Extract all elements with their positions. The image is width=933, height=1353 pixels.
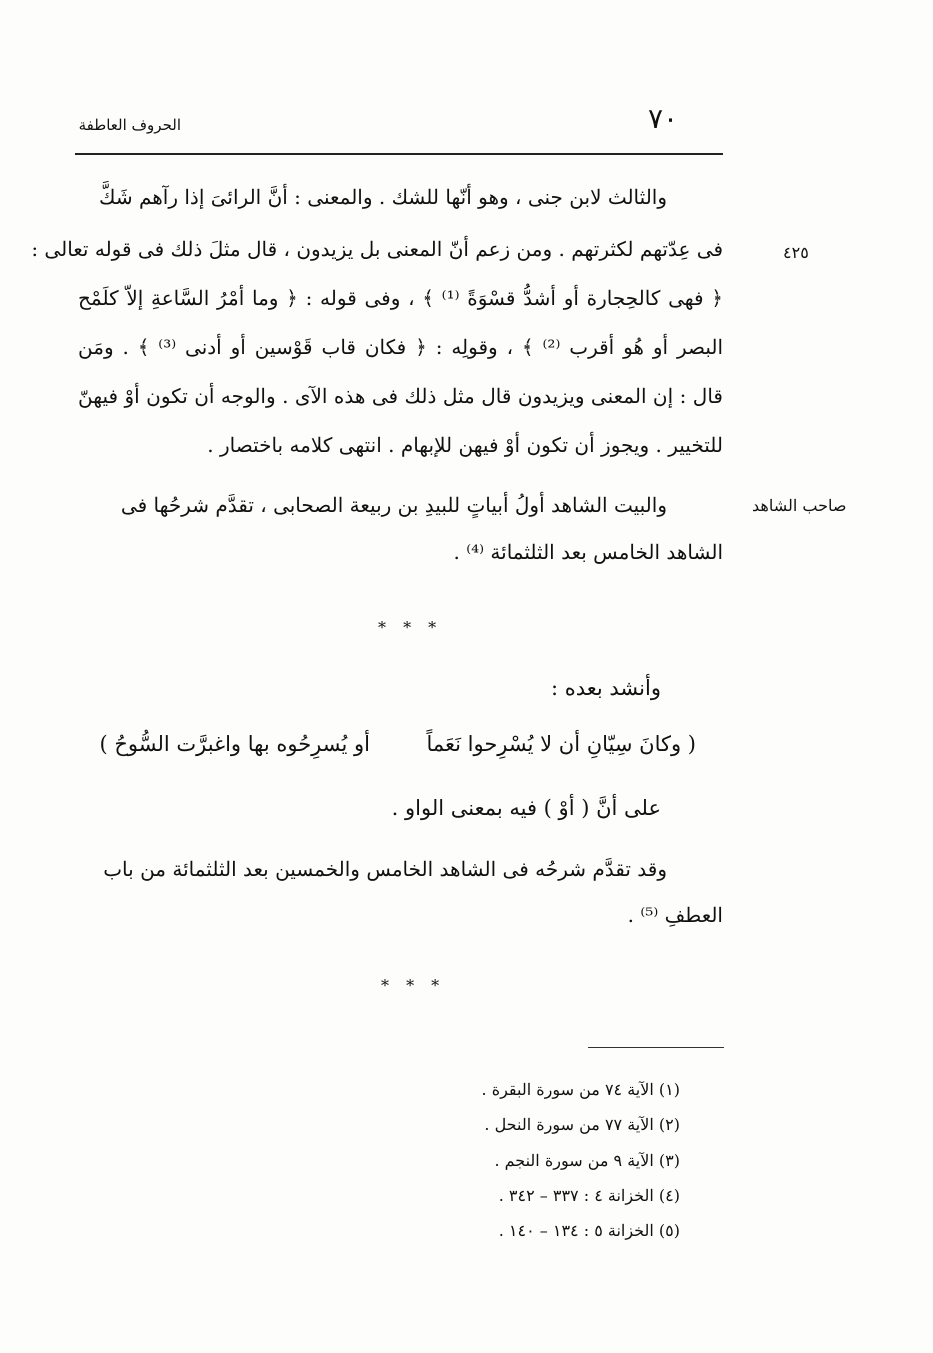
margin-note-source: صاحب الشاهد	[752, 496, 847, 515]
verse-second-hemistich: أو يُسرِحُوه بها واغبرَّت السُّوحُ )	[99, 732, 370, 756]
paragraph-1-line-3: ﴿ فهى كالحِجارة أو أشدُّ قسْوَةً ⁽¹⁾ ﴾ ، وفى قوله : ﴿ وما أمْرُ السَّاعةِ إلاّ كلَمْح	[78, 286, 723, 310]
paragraph-2-line-1: والبيت الشاهد أولُ أبياتٍ للبيدِ بن ربيعة الصحابى ، تقدَّم شرحُها فى	[120, 493, 667, 517]
paragraph-1-line-2: فى عِدّتهم لكثرتهم . ومن زعم أنّ المعنى بل يزيدون ، قال مثلَ ذلك فى قوله تعالى :	[31, 237, 723, 261]
footnote-1: (١) الآية ٧٤ من سورة البقرة .	[481, 1080, 680, 1099]
footnote-4: (٤) الخزانة ٤ : ٣٣٧ – ٣٤٢ .	[498, 1186, 680, 1205]
running-title: الحروف العاطفة	[78, 116, 181, 134]
section-separator-1: * * *	[378, 618, 443, 637]
margin-line-number: ٤٢٥	[783, 243, 809, 262]
footnote-3: (٣) الآية ٩ من سورة النجم .	[494, 1151, 680, 1170]
paragraph-1-line-6: للتخيير . ويجوز أن تكون أوْ فيهن للإبهام . انتهى كلامه باختصار .	[207, 433, 723, 457]
page-number: ٧٠	[648, 102, 679, 135]
recitation-intro: وأنشد بعده :	[550, 676, 661, 700]
footnote-2: (٢) الآية ٧٧ من سورة النحل .	[484, 1115, 680, 1134]
paragraph-1-line-5: قال : إن المعنى ويزيدون قال مثل ذلك فى هذه الآى . والوجه أن تكون أوْ فيهنّ	[78, 384, 723, 408]
verse-first-hemistich: ( وكانَ سِيّانِ أن لا يُسْرِحوا نَعَماً	[426, 732, 696, 756]
paragraph-3: على أنَّ ( أوْ ) فيه بمعنى الواو .	[391, 796, 661, 820]
paragraph-1-line-4: البصر أو هُو أقرب ⁽²⁾ ﴾ ، وقولِه : ﴿ فكان قاب قَوْسين أو أدنى ⁽³⁾ ﴾ . ومَن	[78, 335, 724, 359]
paragraph-2-line-2: الشاهد الخامس بعد الثلثمائة ⁽⁴⁾ .	[453, 540, 723, 564]
section-separator-2: * * *	[381, 976, 446, 995]
paragraph-1-line-1: والثالث لابن جنى ، وهو أنّها للشك . والمعنى : أنَّ الرائىَ إذا رآهم شَكَّ	[98, 185, 667, 209]
header-rule	[75, 153, 723, 155]
footnote-rule	[588, 1047, 724, 1048]
footnote-5: (٥) الخزانة ٥ : ١٣٤ – ١٤٠ .	[498, 1221, 680, 1240]
paragraph-4-line-1: وقد تقدَّم شرحُه فى الشاهد الخامس والخمسين بعد الثلثمائة من باب	[103, 857, 667, 881]
paragraph-4-line-2: العطفِ ⁽⁵⁾ .	[627, 903, 723, 927]
